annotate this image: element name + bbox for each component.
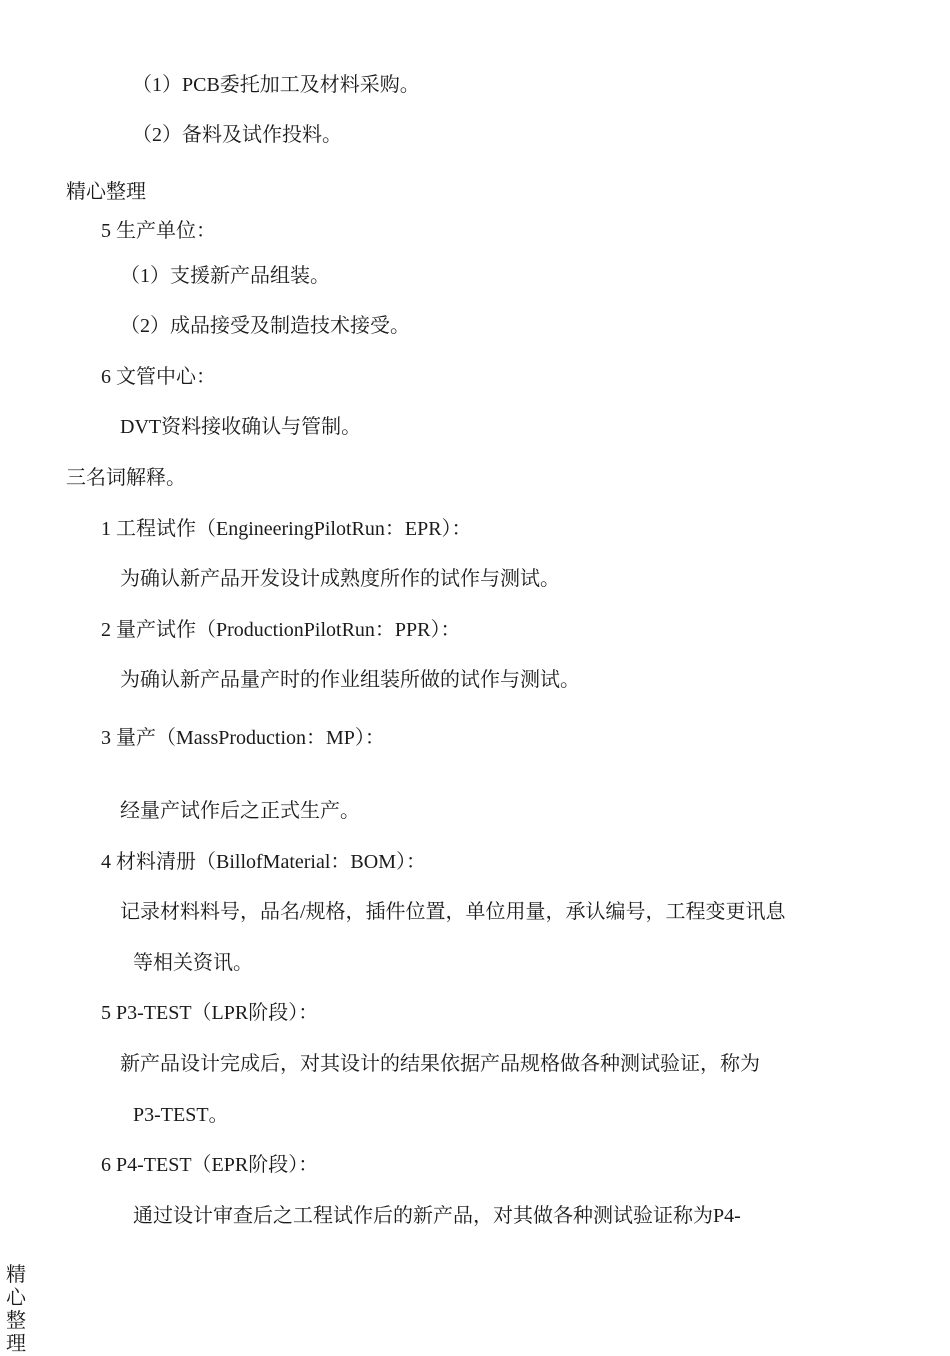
term-heading-epr: 1 工程试作（EngineeringPilotRun：EPR）： [101, 518, 472, 540]
body-line-acceptance: （2）成品接受及制造技术接受。 [120, 315, 410, 337]
term-heading-p3-test: 5 P3-TEST（LPR阶段）： [101, 1002, 319, 1024]
term-definition-p3-test-continued: P3-TEST。 [133, 1104, 229, 1126]
section-heading-document-center: 6 文管中心： [101, 366, 216, 388]
term-definition-p3-test: 新产品设计完成后，对其设计的结果依据产品规格做各种测试验证，称为 [120, 1053, 760, 1075]
body-line-pcb-outsourcing: （1）PCB委托加工及材料采购。 [132, 74, 420, 96]
term-definition-bom: 记录材料料号，品名/规格，插件位置，单位用量，承认编号，工程变更讯息 [120, 901, 786, 923]
body-line-dvt-control: DVT资料接收确认与管制。 [120, 416, 362, 438]
section-heading-production-unit: 5 生产单位： [101, 220, 216, 242]
footer-watermark-vertical: 精心整理 [6, 1264, 26, 1355]
term-definition-epr: 为确认新产品开发设计成熟度所作的试作与测试。 [120, 568, 560, 590]
term-definition-mp: 经量产试作后之正式生产。 [120, 800, 360, 822]
term-definition-bom-continued: 等相关资讯。 [133, 952, 253, 974]
term-definition-ppr: 为确认新产品量产时的作业组装所做的试作与测试。 [120, 669, 580, 691]
header-watermark-text: 精心整理 [66, 181, 146, 203]
body-line-support-assembly: （1）支援新产品组装。 [120, 265, 330, 287]
term-definition-p4-test: 通过设计审查后之工程试作后的新产品，对其做各种测试验证称为P4- [133, 1205, 741, 1227]
term-heading-mp: 3 量产（MassProduction：MP）： [101, 727, 385, 749]
section-heading-glossary: 三名词解释。 [66, 467, 186, 489]
term-heading-ppr: 2 量产试作（ProductionPilotRun：PPR）： [101, 619, 461, 641]
term-heading-p4-test: 6 P4-TEST（EPR阶段）： [101, 1154, 319, 1176]
body-line-material-prep: （2）备料及试作投料。 [132, 124, 342, 146]
term-heading-bom: 4 材料清册（BillofMaterial：BOM）： [101, 851, 426, 873]
